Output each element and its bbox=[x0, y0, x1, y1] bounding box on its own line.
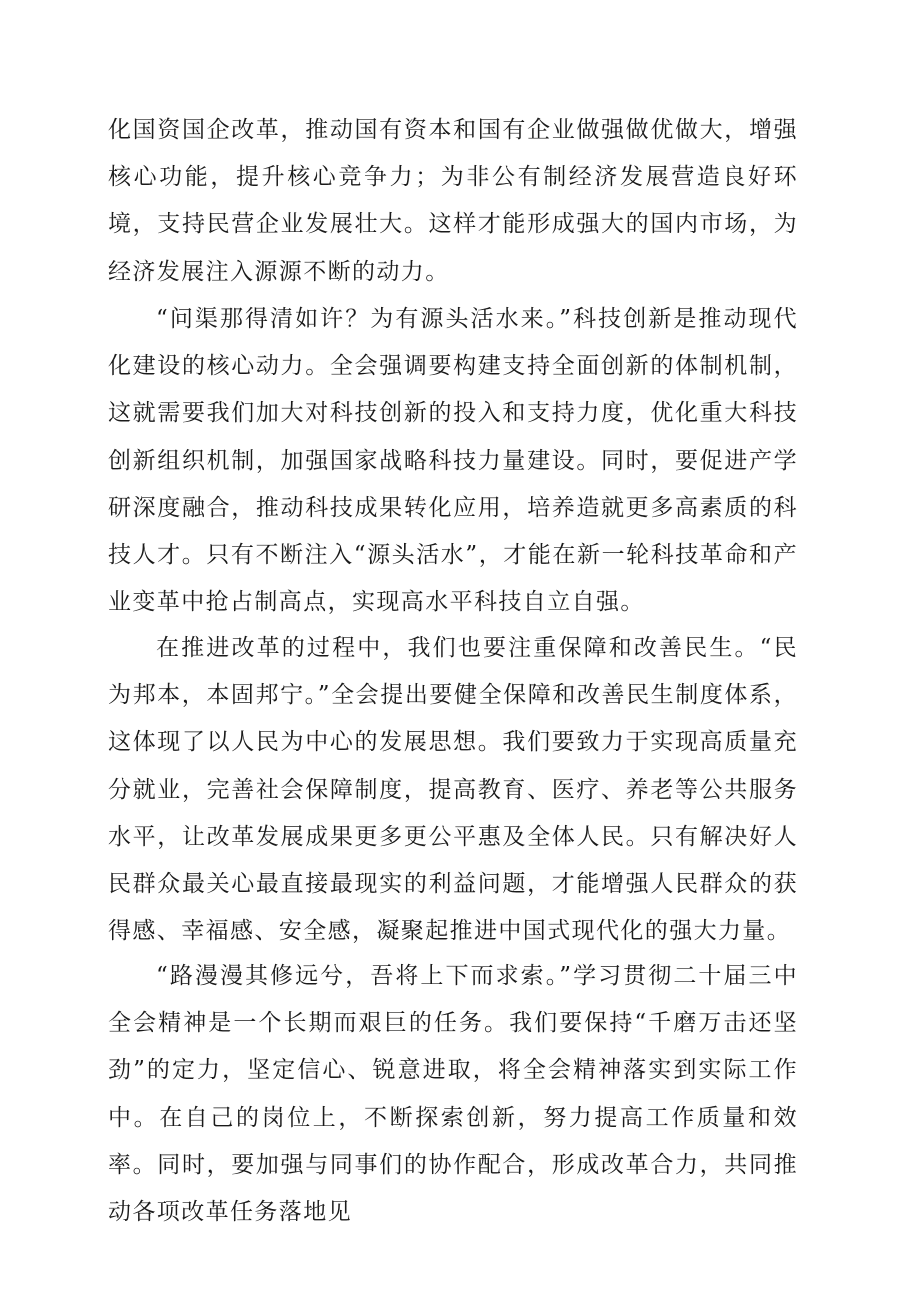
paragraph-livelihood: 在推进改革的过程中，我们也要注重保障和改善民生。“民为邦本，本固邦宁。”全会提出要健全保障和改善民生制度体系，这体现了以人民为中心的发展思想。我们要致力于实现高质量充分就业，完善社会保障制度，提高教育、医疗、养老等公共服务水平，让改革发展成果更多更公平惠及全体人民。只有解决好人民群众最关心最直接最现实的利益问题，才能增强人民群众的获得感、幸福感、安全感，凝聚起推进中国式现代化的强大力量。 bbox=[108, 635, 798, 945]
paragraph-tech-innovation: “问渠那得清如许？为有源头活水来。”科技创新是推动现代化建设的核心动力。全会强调要构建支持全面创新的体制机制，这就需要我们加大对科技创新的投入和支持力度，优化重大科技创新组织机制，加强国家战略科技力量建设。同时，要促进产学研深度融合，推动科技成果转化应用，培养造就更多高素质的科技人才。只有不断注入“源头活水”，才能在新一轮科技革命和产业变革中抢占制高点，实现高水平科技自立自强。 bbox=[108, 306, 798, 616]
paragraph-study-implementation: “路漫漫其修远兮，吾将上下而求索。”学习贯彻二十届三中全会精神是一个长期而艰巨的任务。我们要保持“千磨万击还坚劲”的定力，坚定信心、锐意进取，将全会精神落实到实际工作中。在自己的岗位上，不断探索创新，努力提高工作质量和效率。同时，要加强与同事们的协作配合，形成改革合力，共同推动各项改革任务落地见 bbox=[108, 963, 798, 1226]
paragraph-continuation: 化国资国企改革，推动国有资本和国有企业做强做优做大，增强核心功能，提升核心竞争力；为非公有制经济发展营造良好环境，支持民营企业发展壮大。这样才能形成强大的国内市场，为经济发展注入源源不断的动力。 bbox=[108, 117, 798, 285]
